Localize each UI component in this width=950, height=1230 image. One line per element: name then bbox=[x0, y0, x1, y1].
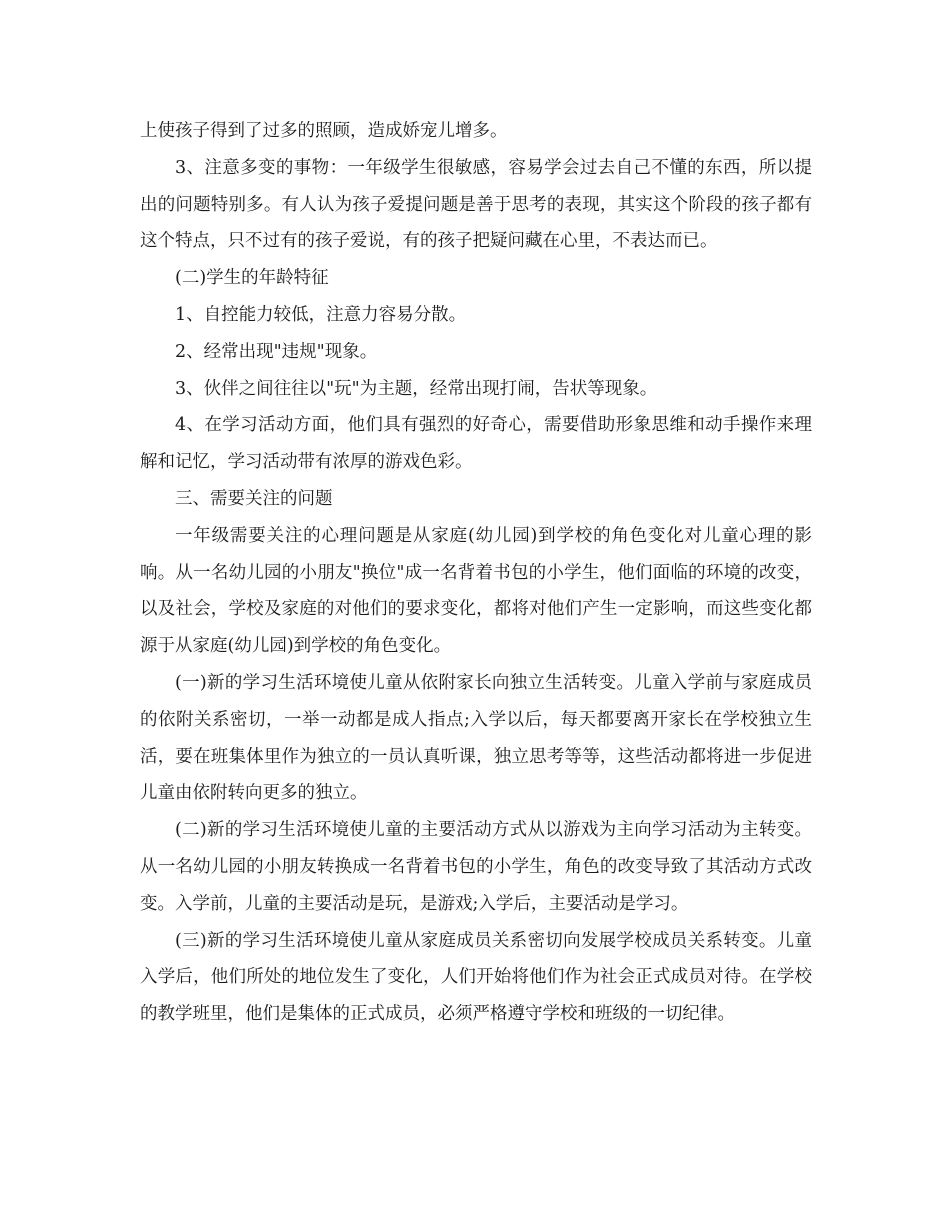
section-heading-issues: 三、需要关注的问题 bbox=[175, 488, 333, 509]
list-item-1: 1、自控能力较低，注意力容易分散。 bbox=[175, 304, 467, 325]
paragraph-continuation: 上使孩子得到了过多的照顾，造成娇宠儿增多。 bbox=[140, 121, 508, 141]
section-heading-age-characteristics: (二)学生的年龄特征 bbox=[175, 268, 329, 289]
list-item-4: 4、在学习活动方面，他们具有强烈的好奇心，需要借助形象思维和动手操作来理解和记忆，学习活动带有浓厚的游戏色彩。 bbox=[140, 415, 812, 473]
paragraph-issue-1: (一)新的学习生活环境使儿童从依附家长向独立生活转变。儿童入学前与家庭成员的依附关系密切，一举一动都是成人指点;入学以后，每天都要离开家长在学校独立生活，要在班集体里作为独立的一员认真听课，独立思考等等，这些活动都将进一步促进儿童由依附转向更多的独立。 bbox=[140, 672, 812, 804]
list-item-3: 3、伙伴之间往往以"玩"为主题，经常出现打闹，告状等现象。 bbox=[175, 378, 658, 399]
paragraph-issue-3: (三)新的学习生活环境使儿童从家庭成员关系密切向发展学校成员关系转变。儿童入学后，他们所处的地位发生了变化，人们开始将他们作为社会正式成员对待。在学校的教学班里，他们是集体的正式成员，必须严格遵守学校和班级的一切纪律。 bbox=[140, 930, 812, 1025]
paragraph-issue-2: (二)新的学习生活环境使儿童的主要活动方式从以游戏为主向学习活动为主转变。从一名幼儿园的小朋友转换成一名背着书包的小学生，角色的改变导致了其活动方式改变。入学前，儿童的主要活动是玩，是游戏;入学后，主要活动是学习。 bbox=[140, 820, 812, 914]
document-body bbox=[140, 113, 812, 1033]
list-item-2: 2、经常出现"违规"现象。 bbox=[175, 341, 378, 362]
paragraph-point-3-changeable-things: 3、注意多变的事物：一年级学生很敏感，容易学会过去自己不懂的东西，所以提出的问题特别多。有人认为孩子爱提问题是善于思考的表现，其实这个阶段的孩子都有这个特点，只不过有的孩子爱说，有的孩子把疑问藏在心里，不表达而已。 bbox=[140, 157, 812, 252]
paragraph-issues-intro: 一年级需要关注的心理问题是从家庭(幼儿园)到学校的角色变化对儿童心理的影响。从一名幼儿园的小朋友"换位"成一名背着书包的小学生，他们面临的环境的改变，以及社会，学校及家庭的对他们的要求变化，都将对他们产生一定影响，而这些变化都源于从家庭(幼儿园)到学校的角色变化。 bbox=[140, 525, 812, 657]
